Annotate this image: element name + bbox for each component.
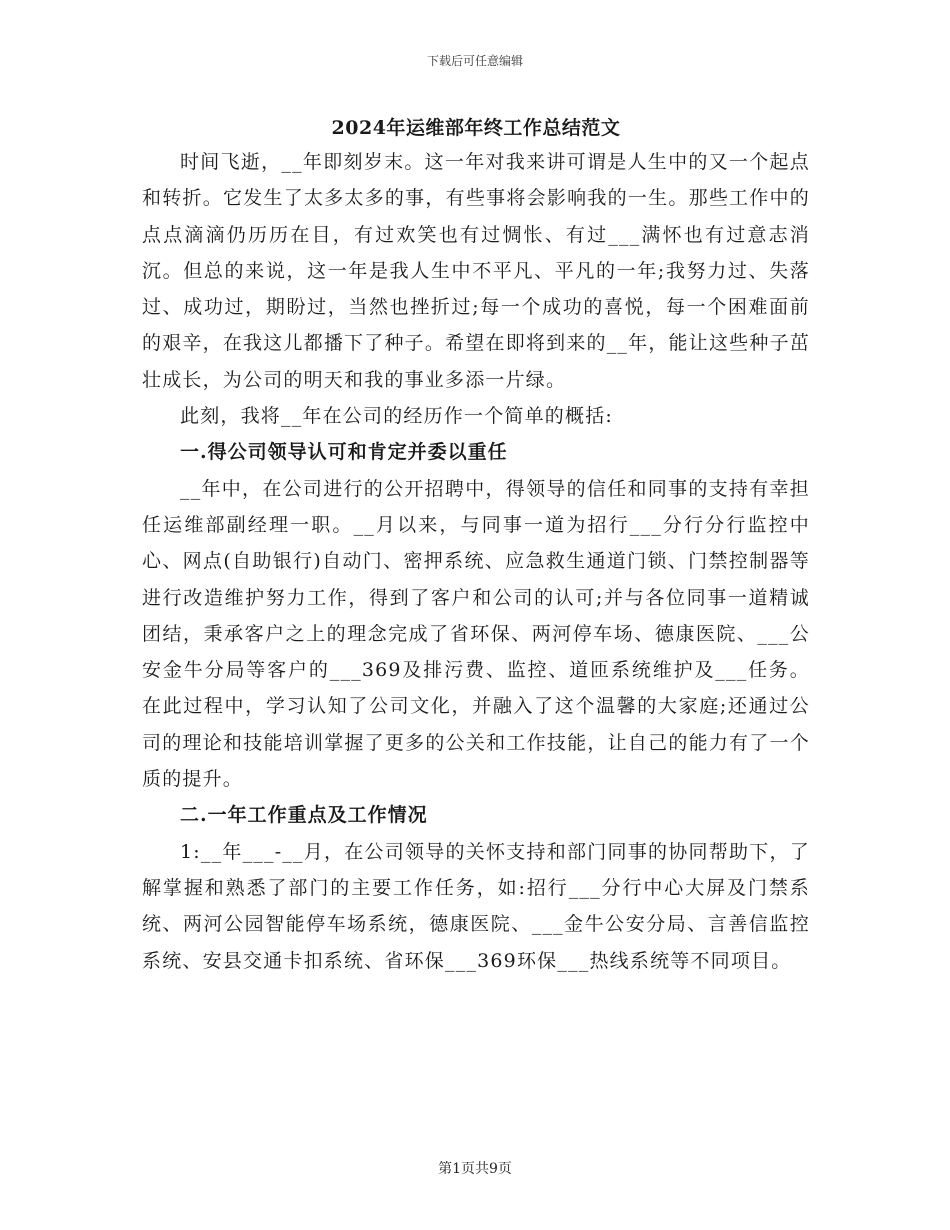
page-number: 第1页共9页 xyxy=(438,1161,512,1177)
section-2-heading: 二.一年工作重点及工作情况 xyxy=(180,804,428,827)
section-2-item-1: 1:__年___-__月，在公司领导的关怀支持和部门同事的协同帮助下，了解掌握和熟悉了部门的主要工作任务，如:招行___分行中心大屏及门禁系统、两河公园智能停车场系统，德康医院、___金牛公安分局、言善信监控系统、安县交通卡扣系统、省环保___369环保___热线系统等不同项目。 xyxy=(142,840,810,972)
document-title: 2024年运维部年终工作总结范文 xyxy=(331,117,621,139)
section-1-heading: 一.得公司领导认可和肯定并委以重任 xyxy=(180,441,508,464)
page-header-note: 下载后可任意编辑 xyxy=(426,54,523,68)
section-1-paragraph: __年中，在公司进行的公开招聘中，得领导的信任和同事的支持有幸担任运维部副经理一职。__月以来，与同事一道为招行___分行分行监控中心、网点(自助银行)自动门、密押系统、应急救生通道门锁、门禁控制器等进行改造维护努力工作，得到了客户和公司的认可;并与各位同事一道精诚团结，秉承客户之上的理念完成了省环保、两河停车场、德康医院、___公安金牛分局等客户的___369及排污费、监控、道匝系统维护及___任务。在此过程中，学习认知了公司文化，并融入了这个温馨的大家庭;还通过公司的理论和技能培训掌握了更多的公关和工作技能，让自己的能力有了一个质的提升。 xyxy=(142,477,810,791)
intro-paragraph: 时间飞逝，__年即刻岁末。这一年对我来讲可谓是人生中的又一个起点和转折。它发生了太多太多的事，有些事将会影响我的一生。那些工作中的点点滴滴仍历历在目，有过欢笑也有过惆怅、有过___满怀也有过意志消沉。但总的来说，这一年是我人生中不平凡、平凡的一年;我努力过、失落过、成功过，期盼过，当然也挫折过;每一个成功的喜悦，每一个困难面前的艰辛，在我这儿都播下了种子。希望在即将到来的__年，能让这些种子茁壮成长，为公司的明天和我的事业多添一片绿。 xyxy=(142,151,810,391)
summary-paragraph: 此刻，我将__年在公司的经历作一个简单的概括: xyxy=(180,405,614,428)
document-body xyxy=(142,112,810,979)
